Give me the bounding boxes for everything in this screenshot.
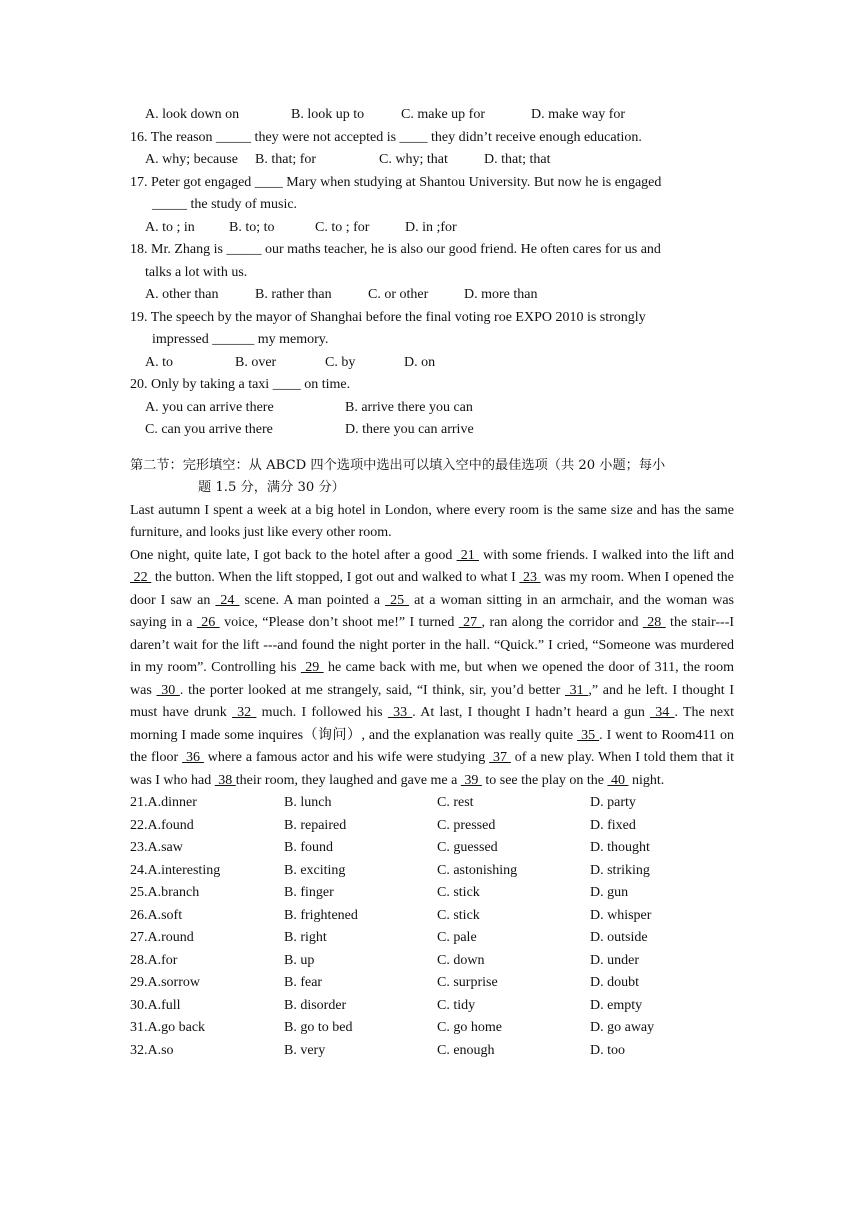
cloze-option-a: 24.A.interesting (130, 862, 221, 878)
option-c: C. make up for (401, 107, 485, 122)
blank: 34 (650, 705, 675, 720)
passage-text: . the porter looked at me strangely, said, “I think, sir, you’d better (179, 682, 565, 698)
cloze-option-c: C. go home (437, 1020, 502, 1035)
option-d: D. there you can arrive (345, 422, 474, 437)
option-d: D. that; that (484, 152, 551, 167)
passage-text: ,” and he left. I thought I must have drunk (130, 682, 734, 720)
cloze-option-c: C. stick (437, 885, 480, 900)
question-17-stem: 17. Peter got engaged ____ Mary when studying at Shantou University. But now he is engaged (130, 174, 662, 190)
passage-text: voice, “Please don’t shoot me!” I turned (219, 615, 459, 630)
passage-text: night. (628, 772, 665, 788)
cloze-option-c: C. surprise (437, 975, 498, 990)
cloze-option-b: B. fear (284, 975, 323, 990)
blank: 26 (196, 615, 220, 630)
option-c: C. why; that (379, 152, 448, 167)
cloze-option-d: D. too (590, 1042, 625, 1058)
exam-page (130, 104, 734, 1062)
question-18-stem-cont: talks a lot with us. (145, 264, 248, 280)
cloze-option-b: B. lunch (284, 795, 332, 810)
passage-text: scene. A man pointed a (239, 592, 386, 608)
cloze-option-a: 25.A.branch (130, 885, 200, 900)
cloze-option-d: D. fixed (590, 817, 636, 833)
cloze-option-row (130, 995, 734, 1018)
passage-text: . I went to Room411 on the floor (130, 727, 735, 765)
passage-text: their room, they laughed and gave me a (235, 772, 461, 788)
cloze-option-d: D. under (590, 952, 639, 968)
cloze-option-c: C. enough (437, 1042, 495, 1058)
blank: 40 (607, 772, 629, 788)
cloze-option-row (130, 860, 734, 883)
option-a: A. to (145, 354, 173, 370)
cloze-option-d: D. thought (590, 840, 650, 855)
cloze-option-d: D. whisper (590, 907, 652, 923)
blank: 36 (182, 750, 204, 765)
cloze-option-d: D. party (590, 795, 636, 810)
question-20-options-row2 (130, 419, 734, 442)
option-d: D. more than (464, 287, 538, 302)
blank: 38 (214, 772, 236, 788)
cloze-option-row (130, 950, 734, 973)
blank: 30 (156, 682, 180, 698)
passage-text: , ran along the corridor and (481, 615, 643, 630)
option-c: C. or other (368, 287, 429, 302)
cloze-option-b: B. frightened (284, 907, 358, 923)
passage-text: the button. When the lift stopped, I got out and walked to what I (151, 570, 520, 585)
passage-text: where a famous actor and his wife were studying (203, 750, 490, 765)
cloze-option-row (130, 927, 734, 950)
blank: 37 (489, 750, 511, 765)
cloze-option-b: B. disorder (284, 997, 347, 1013)
cloze-option-a: 31.A.go back (130, 1020, 206, 1035)
cloze-option-b: B. repaired (284, 817, 347, 833)
cloze-option-row (130, 882, 734, 905)
cloze-option-b: B. exciting (284, 862, 346, 878)
cloze-option-row (130, 1040, 734, 1063)
cloze-option-a: 21.A.dinner (130, 795, 197, 810)
cloze-option-a: 27.A.round (130, 930, 194, 945)
passage-text: much. I followed his (256, 705, 388, 720)
passage-paragraph-1: Last autumn I spent a week at a big hotel in London, where every room is the same size and has the same furniture, and looks just like every other room. (130, 502, 734, 540)
question-19-options (130, 352, 734, 375)
blank: 27 (458, 615, 482, 630)
option-c: C. by (325, 354, 356, 370)
option-c: C. to ; for (315, 219, 370, 235)
blank: 39 (460, 772, 482, 788)
passage-text: One night, quite late, I got back to the hotel after a good (130, 547, 457, 563)
cloze-option-b: B. very (284, 1042, 326, 1058)
cloze-option-row (130, 815, 734, 838)
cloze-option-c: C. pale (437, 930, 477, 945)
passage-text: at a woman sitting in an armchair, and the woman was saying in a (130, 592, 734, 630)
cloze-option-b: B. up (284, 952, 315, 968)
cloze-option-c: C. astonishing (437, 862, 518, 878)
cloze-option-b: B. right (284, 930, 327, 945)
option-d: D. on (404, 354, 436, 370)
cloze-option-c: C. rest (437, 795, 474, 810)
question-17-stem-cont: _____ the study of music. (152, 197, 298, 212)
question-18-stem: 18. Mr. Zhang is _____ our maths teacher, he is also our good friend. He often cares for us and (130, 242, 661, 257)
blank: 29 (300, 660, 324, 675)
option-c: C. can you arrive there (145, 422, 273, 437)
question-18-options (130, 284, 734, 307)
passage-text: . At last, I thought I hadn’t heard a gun (412, 705, 651, 720)
question-19-stem-cont: impressed ______ my memory. (152, 332, 329, 347)
cloze-option-d: D. striking (590, 862, 650, 878)
passage-text: . The next morning I made some inquires（询问）, and the explanation was really quite (130, 705, 735, 743)
blank: 32 (231, 705, 257, 720)
question-16-options (130, 149, 734, 172)
cloze-option-c: C. pressed (437, 817, 496, 833)
option-a: A. why; because (145, 152, 238, 167)
option-b: B. over (235, 354, 277, 370)
cloze-option-row (130, 905, 734, 928)
passage-text: was my room. When I opened the door I saw an (130, 570, 734, 608)
question-20-stem: 20. Only by taking a taxi ____ on time. (130, 377, 351, 392)
option-b: B. that; for (255, 152, 317, 167)
blank: 33 (387, 705, 413, 720)
cloze-option-a: 29.A.sorrow (130, 975, 200, 990)
cloze-option-c: C. tidy (437, 997, 476, 1013)
cloze-option-a: 23.A.saw (130, 840, 183, 855)
cloze-option-d: D. outside (590, 930, 648, 945)
cloze-option-c: C. stick (437, 907, 480, 923)
blank: 28 (642, 615, 666, 630)
cloze-option-a: 28.A.for (130, 952, 178, 968)
option-b: B. look up to (291, 107, 365, 122)
cloze-option-row (130, 837, 734, 860)
passage-text: to see the play on the (481, 772, 608, 788)
option-d: D. make way for (531, 107, 626, 122)
cloze-option-c: C. down (437, 952, 485, 968)
option-b: B. to; to (229, 219, 275, 235)
question-20-options-row1 (130, 397, 734, 420)
passage-text: the stair---I daren’t wait for the lift ---and found the night porter in the hall. “Quick.” I cried, “Someone was murdered in my room”. Controlling his (130, 615, 735, 675)
question-16-stem: 16. The reason _____ they were not accepted is ____ they didn’t receive enough education. (130, 129, 642, 145)
blank: 22 (130, 570, 152, 585)
option-d: D. in ;for (405, 219, 457, 235)
cloze-option-a: 32.A.so (130, 1042, 174, 1058)
cloze-option-d: D. gun (590, 885, 629, 900)
cloze-option-d: D. go away (590, 1020, 655, 1035)
blank: 25 (385, 592, 410, 608)
passage-text: he came back with me, but when we opened the door of 311, the room was (130, 660, 734, 698)
cloze-option-a: 22.A.found (130, 817, 194, 833)
cloze-option-a: 26.A.soft (130, 907, 183, 923)
option-a: A. to ; in (145, 219, 195, 235)
section-heading-line2: 题 1.5 分，满分 30 分） (198, 480, 345, 495)
cloze-option-row (130, 1017, 734, 1040)
cloze-option-a: 30.A.full (130, 997, 181, 1013)
cloze-option-row (130, 972, 734, 995)
question-19-stem: 19. The speech by the mayor of Shanghai before the final voting roe EXPO 2010 is strongly (130, 309, 646, 325)
option-a: A. other than (145, 287, 219, 302)
blank: 23 (519, 570, 541, 585)
section-heading-line1: 第二节：完形填空：从 ABCD 四个选项中选出可以填入空中的最佳选项（共 20 小题；每小 (130, 457, 666, 473)
option-b: B. rather than (255, 287, 332, 302)
passage-text: with some friends. I walked into the lift and (478, 547, 735, 563)
blank: 31 (564, 682, 589, 698)
cloze-option-b: B. found (284, 840, 333, 855)
passage-paragraph-2 (130, 545, 734, 793)
cloze-option-c: C. guessed (437, 840, 498, 855)
option-a: A. you can arrive there (145, 399, 274, 415)
cloze-options-table (130, 792, 734, 1062)
cloze-option-d: D. empty (590, 997, 643, 1013)
section-2-heading (130, 455, 734, 500)
passage-text: of a new play. When I told them that it was I who had (130, 750, 734, 788)
blank: 24 (215, 592, 240, 608)
cloze-option-d: D. doubt (590, 975, 639, 990)
cloze-option-row (130, 792, 734, 815)
blank: 35 (577, 727, 600, 743)
q15-options (130, 104, 734, 127)
question-17-options (130, 217, 734, 240)
cloze-option-b: B. finger (284, 885, 334, 900)
cloze-option-b: B. go to bed (284, 1020, 353, 1035)
blank: 21 (456, 547, 479, 563)
option-a: A. look down on (145, 107, 240, 122)
option-b: B. arrive there you can (345, 399, 473, 415)
